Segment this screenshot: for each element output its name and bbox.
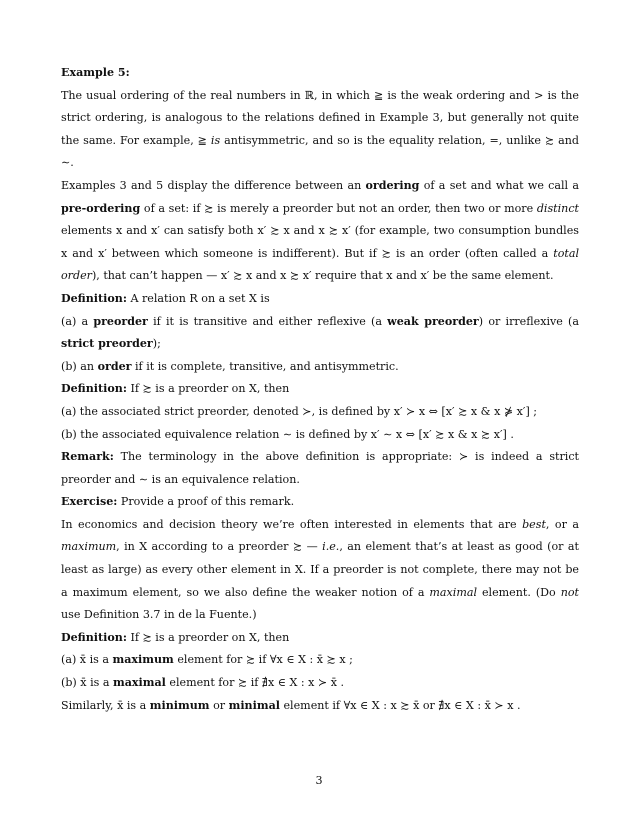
text: In economics and decision theory we’re often interested in elements that are [61,517,523,531]
definition-maximum-item [61,649,579,672]
text: element if ∀x ∈ X : x ≿ x̄ or ∄x ∈ X : x̄ ≻ x . [279,698,521,712]
text: If ≿ is a preorder on X, then [126,630,290,644]
emphasis: maximum [61,540,117,554]
definition-maximum [61,627,579,650]
text: of a set and what we call a [419,178,579,192]
text: (a) x̄ is a [61,653,113,667]
definition-minimum-line [61,695,579,718]
text: (b) x̄ is a [61,676,113,690]
term-strict-preorder: strict preorder [61,337,153,351]
emphasis: not [560,585,579,599]
text: , an element that’s at least as good (or at least as large) as every other element in X. If a preorder is not complete, there may not be a maximum element, so we also define the weaker notion of a [61,540,579,599]
term-preorder: preorder [93,314,148,328]
term-preordering: pre-ordering [61,201,141,215]
text: , in X according to a preorder ≿ — [116,540,323,554]
page-body [61,62,579,717]
remark-paragraph [61,446,579,491]
text: elements x and x′ can satisfy both x′ ≿ x and x ≿ x′ (for example, two consumption bundles x and x′ between which someone is indifferent). But if ≿ is an order (often called a [61,224,579,260]
text: element for ≿ if ∄x ∈ X : x ≻ x̄ . [165,676,345,690]
text: element. (Do [477,585,561,599]
term-weak-preorder: weak preorder [387,314,479,328]
emphasis: maximal [429,585,478,599]
text: or [209,698,229,712]
term-minimum: minimum [149,698,210,712]
emphasis: best [522,517,546,531]
definition-label: Definition: [61,291,127,305]
text: Examples 3 and 5 display the difference between an [61,178,366,192]
definition-strict-preorder [61,378,579,401]
definition-relation [61,288,579,311]
text: if it is transitive and either reflexive (a [147,314,388,328]
definition-label: Definition: [61,630,127,644]
example-5-heading [61,62,579,85]
text: Provide a proof of this remark. [117,495,295,509]
text: A relation R on a set X is [126,291,270,305]
term-maximum: maximum [112,653,174,667]
text: (a) the associated strict preorder, denoted ≻, is defined by x′ ≻ x ⇔ [x′ ≿ x & x ⋡ x′] ; [61,404,538,418]
text: If ≿ is a preorder on X, then [126,382,290,396]
exercise-paragraph [61,491,579,514]
text: (b) the associated equivalence relation ∼ is defined by x′ ∼ x ⇔ [x′ ≿ x & x ≿ x′] . [61,427,514,441]
maximum-paragraph [61,514,579,627]
text: Similarly, x̄ is a [61,698,150,712]
emphasis: is [210,133,221,147]
page-number: 3 [315,774,323,787]
example-5-label: Example 5: [61,66,130,79]
term-maximal: maximal [112,676,166,690]
text: (b) an [61,359,98,373]
text: element for ≿ if ∀x ∈ X : x̄ ≿ x ; [173,653,353,667]
text: antisymmetric, and so is the equality relation, =, unlike ≿ and ∼. [61,133,579,170]
definition-equivalence-item [61,424,579,447]
text: ); [152,337,161,351]
definition-label: Definition: [61,382,127,396]
term-minimal: minimal [228,698,280,712]
text: if it is complete, transitive, and antisymmetric. [131,359,399,373]
ordering-paragraph [61,175,579,288]
remark-label: Remark: [61,450,114,464]
text: (a) a [61,314,94,328]
text: of a set: if ≿ is merely a preorder but not an order, then two or more [140,201,537,215]
emphasis: distinct [536,201,579,215]
term-order: order [97,359,132,373]
term-ordering: ordering [365,178,420,192]
text: The terminology in the above definition is appropriate: ≻ is indeed a strict preorder and ∼ is an equivalence relation. [61,450,579,486]
emphasis: total order [61,246,579,283]
text: ) or irreflexive (a [478,314,579,328]
definition-maximal-item [61,672,579,695]
text: , or a [545,517,579,531]
definition-order-item [61,356,579,379]
example-5-paragraph [61,85,579,175]
text: The usual ordering of the real numbers in ℝ, in which ≧ is the weak ordering and > is the strict ordering, is analogous to the relations defined in Example 3, but generally not quite the same. For example, ≧ [61,88,579,147]
definition-strict-item [61,401,579,424]
text: ), that can’t happen — x′ ≿ x and x ≿ x′ require that x and x′ be the same element. [91,269,554,283]
definition-preorder-item [61,311,579,356]
emphasis: i.e. [322,540,340,554]
text: use Definition 3.7 in de la Fuente.) [61,608,257,622]
exercise-label: Exercise: [61,495,118,509]
